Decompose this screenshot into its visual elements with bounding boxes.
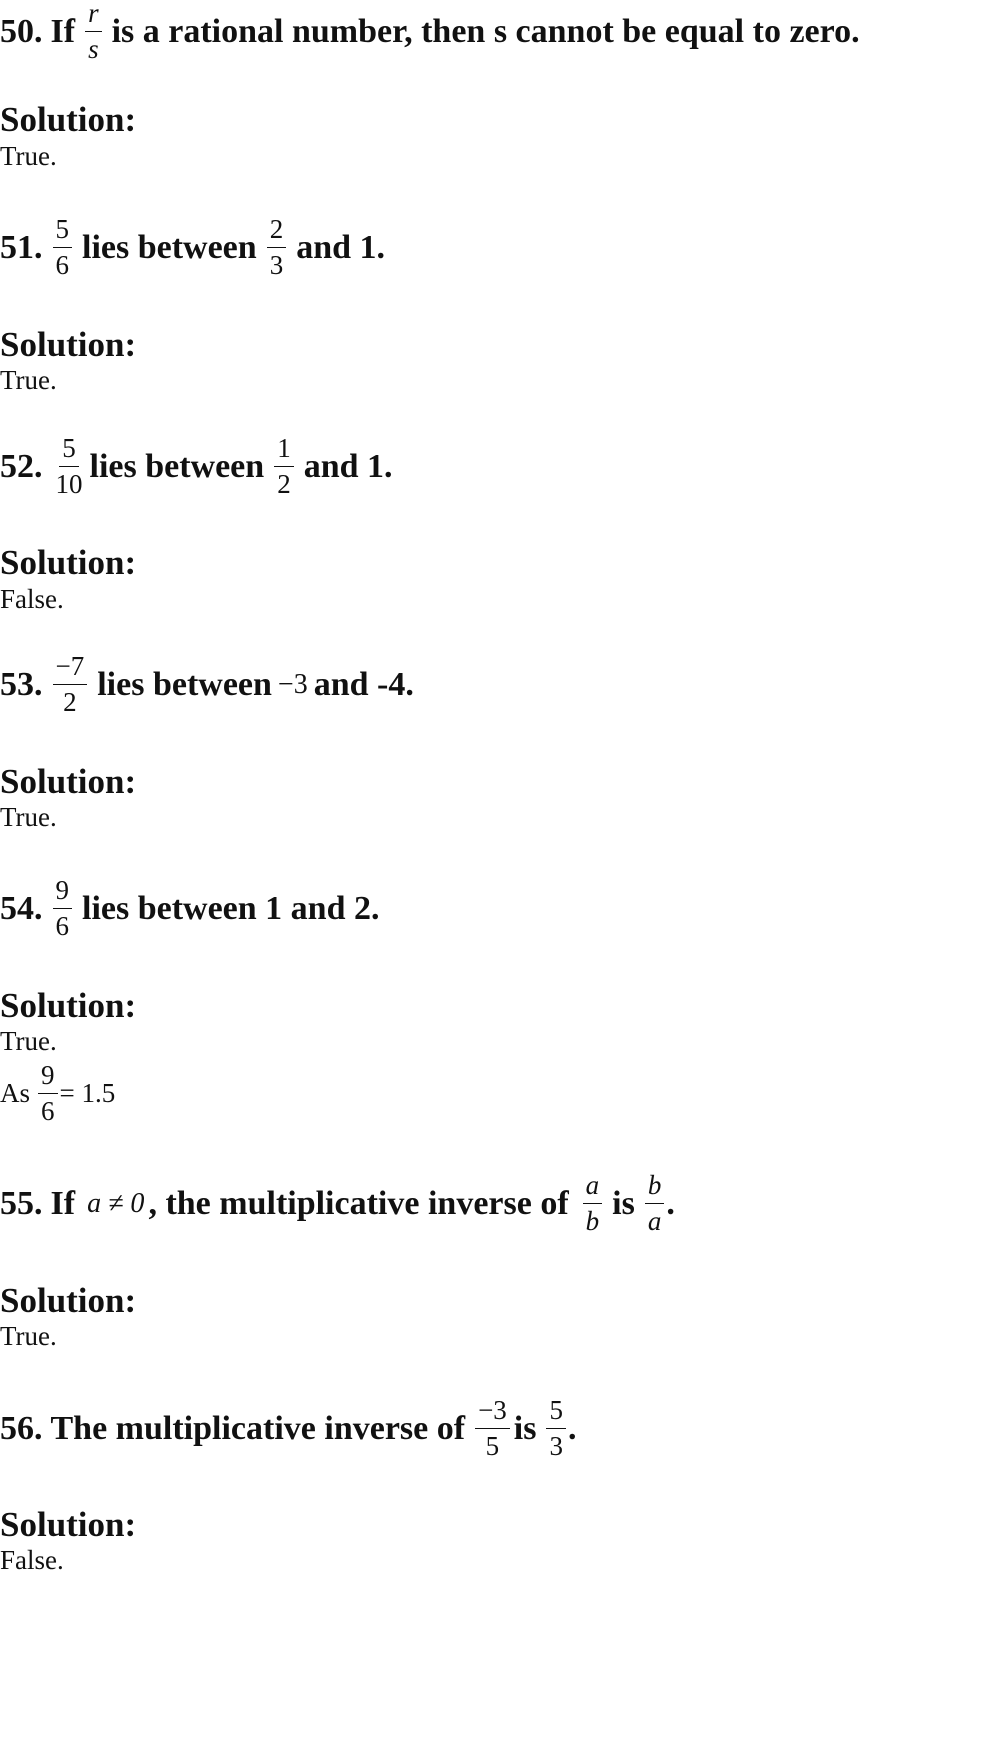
question-51 <box>0 216 385 279</box>
solution-label: Solution: <box>0 986 137 1025</box>
solution-answer: True. <box>0 141 57 171</box>
question-number: 55. <box>0 1184 43 1222</box>
question-text: lies between 1 and 2. <box>82 889 380 927</box>
working-text: As <box>0 1078 31 1108</box>
question-50 <box>0 0 860 63</box>
denominator: 5 <box>485 1431 500 1461</box>
question-number: 54. <box>0 889 43 927</box>
solution-answer: True. <box>0 365 57 395</box>
fraction <box>38 1062 58 1125</box>
denominator: 3 <box>549 1431 563 1461</box>
question-text: is <box>612 1184 635 1222</box>
numerator: 1 <box>274 435 294 467</box>
question-text: . <box>666 1184 675 1222</box>
denominator: 6 <box>55 250 69 280</box>
question-56 <box>0 1397 576 1460</box>
denominator: 10 <box>55 469 83 499</box>
fraction <box>85 0 102 63</box>
numerator: 5 <box>53 216 73 248</box>
solution-answer: False. <box>0 584 64 614</box>
question-text: and -4. <box>313 665 414 703</box>
question-53 <box>0 653 414 716</box>
question-55 <box>0 1172 675 1235</box>
denominator: 2 <box>277 469 291 499</box>
fraction <box>645 1172 665 1235</box>
fraction <box>267 216 287 279</box>
numerator: 5 <box>59 435 79 467</box>
solution-label: Solution: <box>0 1281 137 1320</box>
denominator: 6 <box>41 1096 55 1126</box>
solution-label: Solution: <box>0 1505 137 1544</box>
solution-working <box>0 1062 115 1125</box>
question-number: 56. <box>0 1409 43 1447</box>
math-value: −3 <box>277 668 308 700</box>
fraction <box>53 877 73 940</box>
denominator: 3 <box>269 250 284 280</box>
math-condition: a ≠ 0 <box>87 1187 145 1219</box>
question-text: and 1. <box>303 447 393 485</box>
question-text: , the multiplicative inverse of <box>148 1184 569 1222</box>
fraction <box>53 435 86 498</box>
numerator: 5 <box>546 1397 566 1429</box>
question-text: If <box>50 12 76 50</box>
numerator: 9 <box>38 1062 58 1094</box>
numerator: 9 <box>53 877 73 909</box>
fraction <box>583 1172 603 1235</box>
question-text: lies between <box>82 228 257 266</box>
fraction <box>53 653 88 716</box>
question-number: 50. <box>0 12 43 50</box>
fraction <box>274 435 294 498</box>
question-54 <box>0 877 380 940</box>
numerator: a <box>583 1172 603 1204</box>
question-text: The multiplicative inverse of <box>50 1409 466 1447</box>
question-text: lies between <box>97 665 272 703</box>
numerator: −3 <box>475 1397 510 1429</box>
numerator: b <box>645 1172 665 1204</box>
fraction <box>546 1397 566 1460</box>
numerator: −7 <box>53 653 88 685</box>
question-text: . <box>567 1409 577 1447</box>
question-text: is a rational number, then s cannot be equal to zero. <box>111 12 860 50</box>
numerator: 2 <box>267 216 287 248</box>
question-number: 53. <box>0 665 43 703</box>
denominator: 6 <box>55 911 69 941</box>
question-text: lies between <box>89 447 265 485</box>
solution-label: Solution: <box>0 762 137 801</box>
denominator: b <box>585 1206 600 1236</box>
fraction <box>53 216 73 279</box>
denominator: s <box>88 34 99 64</box>
question-text: is <box>513 1409 537 1447</box>
denominator: 2 <box>63 687 77 717</box>
working-text: = 1.5 <box>59 1078 116 1108</box>
question-number: 52. <box>0 447 43 485</box>
question-text: and 1. <box>296 228 386 266</box>
question-text: If <box>50 1184 76 1222</box>
fraction <box>475 1397 510 1460</box>
question-number: 51. <box>0 228 43 266</box>
numerator: r <box>85 0 102 32</box>
solution-label: Solution: <box>0 325 137 364</box>
denominator: a <box>647 1206 662 1236</box>
solution-label: Solution: <box>0 100 137 139</box>
solution-answer: False. <box>0 1545 64 1575</box>
solution-label: Solution: <box>0 543 137 582</box>
solution-answer: True. <box>0 1026 57 1056</box>
solution-answer: True. <box>0 1321 57 1351</box>
solution-answer: True. <box>0 802 57 832</box>
question-52 <box>0 435 393 498</box>
